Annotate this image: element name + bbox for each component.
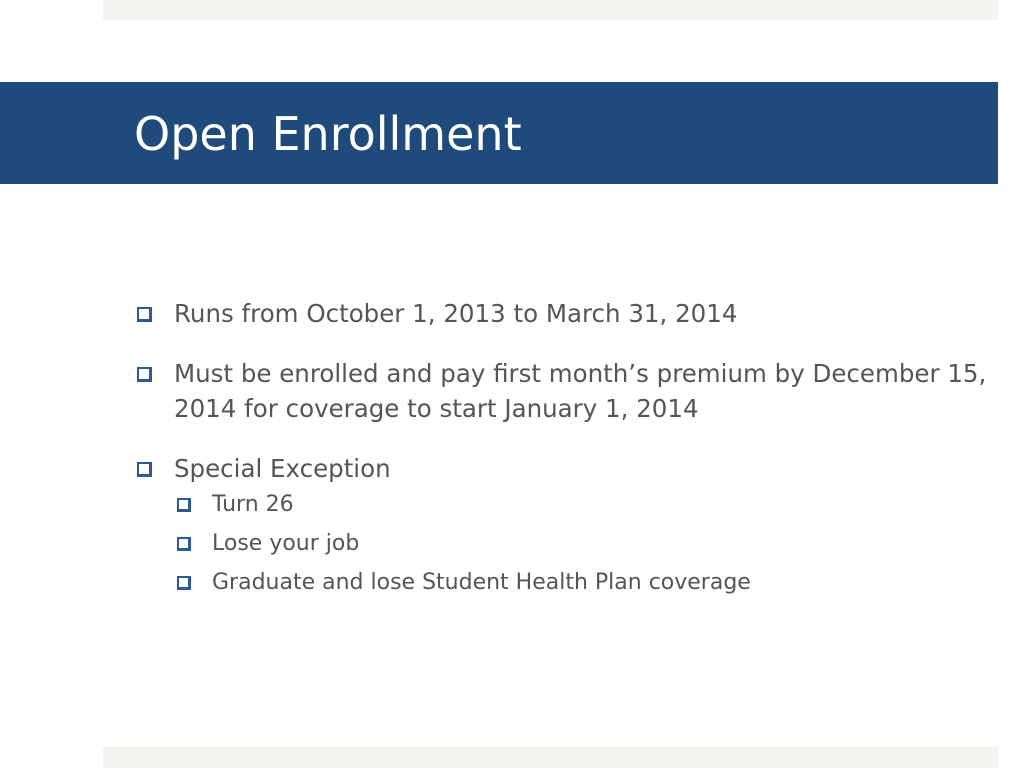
checkbox-square-icon [137,367,152,382]
bullet-item [134,296,994,331]
top-decorative-band [103,0,998,20]
checkbox-square-icon [177,498,191,512]
checkbox-square-icon [137,462,152,477]
sub-bullet-list [174,491,994,596]
bullet-list [134,296,994,596]
sub-bullet-text: Lose your job [212,531,360,556]
bullet-text: Runs from October 1, 2013 to March 31, 2014 [174,299,738,328]
sub-bullet-item [174,491,994,518]
bullet-item [134,356,994,426]
checkbox-square-icon [177,576,191,590]
bullet-text: Special Exception [174,454,391,483]
sub-bullet-item [174,530,994,557]
sub-bullet-text: Turn 26 [212,492,294,517]
checkbox-square-icon [177,537,191,551]
checkbox-square-icon [137,307,152,322]
bullet-text: Must be enrolled and pay first month’s premium by December 15, 2014 for coverage to start January 1, 2014 [174,359,987,423]
sub-bullet-item [174,569,994,596]
bottom-decorative-band [103,747,998,768]
sub-bullet-text: Graduate and lose Student Health Plan coverage [212,570,751,595]
slide-title: Open Enrollment [134,107,522,161]
bullet-item [134,451,994,596]
slide-content [134,296,994,608]
